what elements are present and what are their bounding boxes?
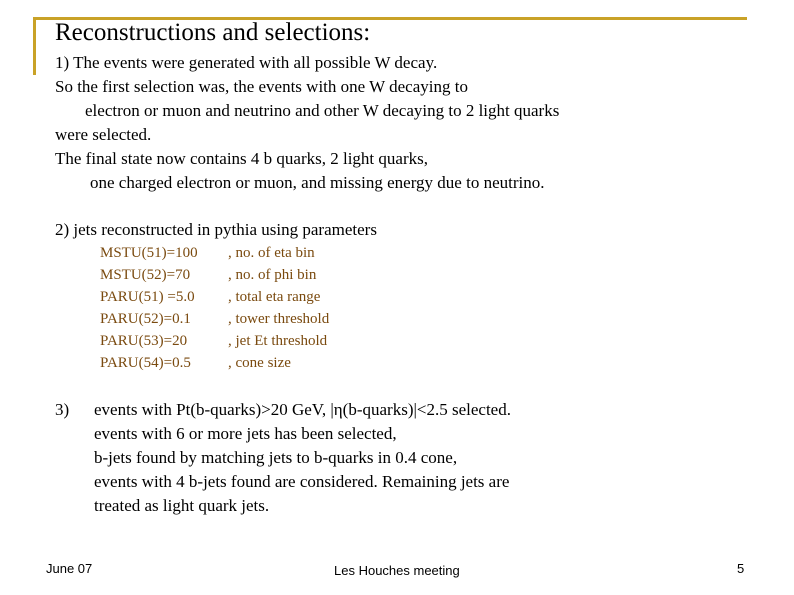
parameter-name: PARU(52)=0.1	[100, 311, 191, 327]
section-3-line: treated as light quark jets.	[94, 496, 270, 515]
parameter-name: PARU(53)=20	[100, 333, 188, 349]
parameter-row	[100, 330, 329, 352]
section-3-line: events with Pt(b-quarks)>20 GeV, |η(b-quarks)|<2.5 selected.	[94, 400, 511, 419]
parameter-description: , no. of eta bin	[228, 245, 315, 261]
section-1	[55, 51, 559, 195]
section-3-line: b-jets found by matching jets to b-quarks in 0.4 cone,	[94, 448, 458, 467]
parameter-list	[100, 242, 329, 374]
parameter-description: , jet Et threshold	[228, 333, 328, 349]
parameter-description: , total eta range	[228, 289, 321, 305]
slide-title: Reconstructions and selections:	[55, 19, 371, 46]
parameter-row	[100, 242, 329, 264]
parameter-name: MSTU(51)=100	[100, 245, 198, 261]
section-3-line: events with 6 or more jets has been selected,	[94, 424, 397, 443]
slide-frame-left-rule	[33, 17, 36, 75]
parameter-row	[100, 264, 329, 286]
parameter-description: , tower threshold	[228, 311, 330, 327]
section-3-body	[94, 398, 511, 518]
footer-date: June 07	[46, 561, 93, 576]
section-1-line: electron or muon and neutrino and other W decaying to 2 light quarks	[85, 101, 560, 120]
parameter-description: , no. of phi bin	[228, 267, 317, 283]
section-1-line: 1) The events were generated with all possible W decay.	[55, 53, 438, 72]
section-1-line: one charged electron or muon, and missing energy due to neutrino.	[90, 173, 545, 192]
section-3-number: 3)	[55, 400, 70, 419]
section-1-line: So the first selection was, the events with one W decaying to	[55, 77, 468, 96]
footer-page-number: 5	[737, 561, 745, 576]
parameter-row	[100, 308, 329, 330]
parameter-description: , cone size	[228, 355, 291, 371]
parameter-name: PARU(51) =5.0	[100, 289, 195, 305]
section-1-line: were selected.	[55, 125, 152, 144]
parameter-name: PARU(54)=0.5	[100, 355, 191, 371]
section-3-line: events with 4 b-jets found are considered. Remaining jets are	[94, 472, 510, 491]
section-2-heading: 2) jets reconstructed in pythia using parameters	[55, 220, 377, 239]
footer-event: Les Houches meeting	[334, 563, 460, 578]
parameter-row	[100, 352, 329, 374]
parameter-row	[100, 286, 329, 308]
parameter-name: MSTU(52)=70	[100, 267, 191, 283]
section-1-line: The final state now contains 4 b quarks, 2 light quarks,	[55, 149, 428, 168]
